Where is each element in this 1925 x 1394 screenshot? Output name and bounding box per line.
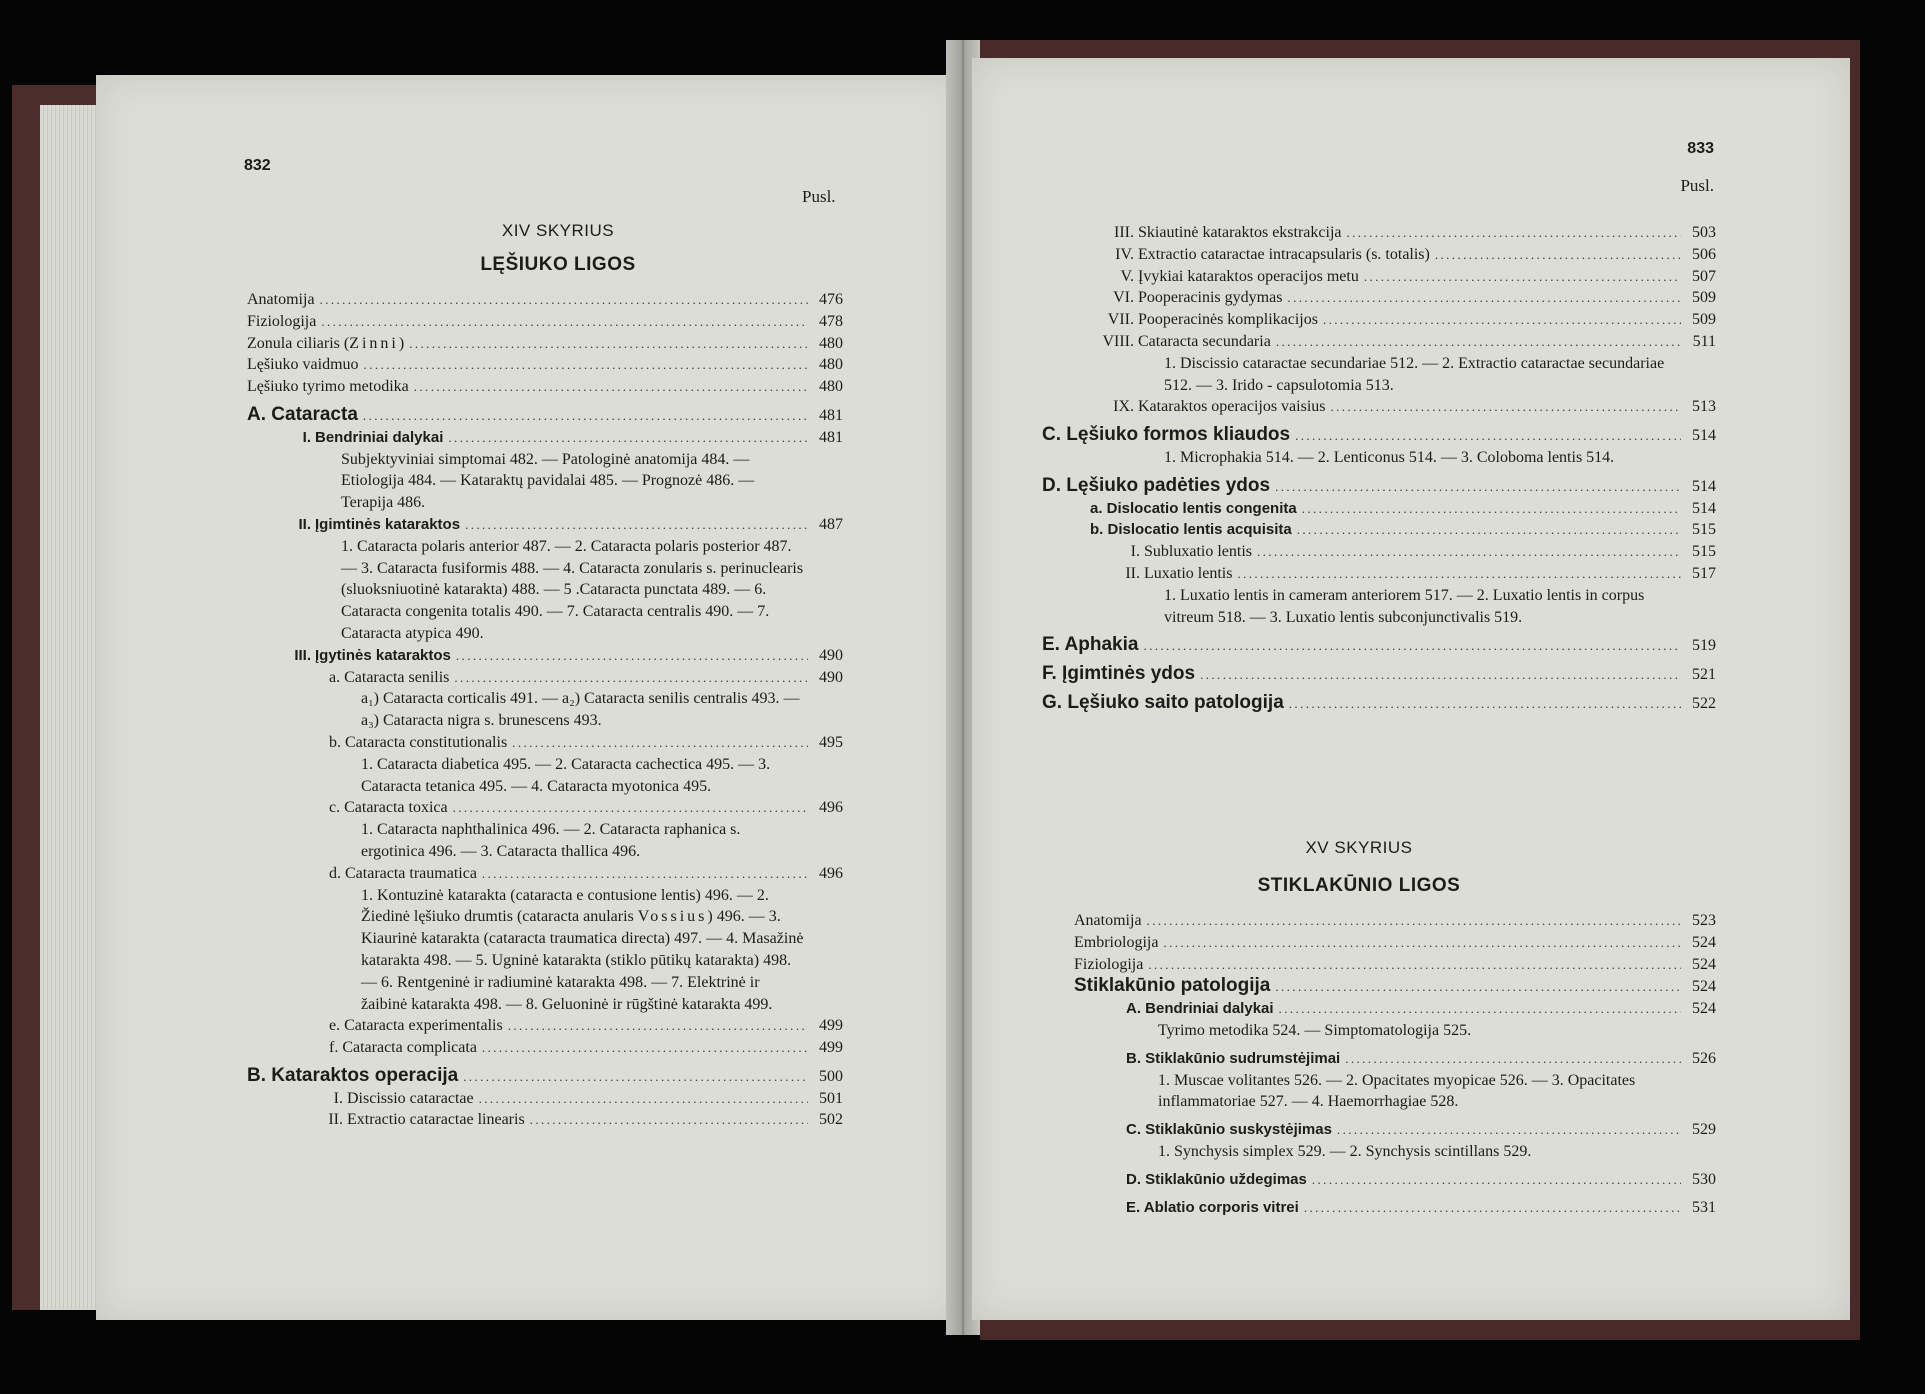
toc-entry[interactable]: f. Cataracta complicata ..... 499 [247,1037,843,1059]
toc-description: Subjektyviniai simptomai 482. — Patologinė anatomija 484. — Etiologija 484. — Kataraktų pavidalai 485. — Prognozė 486. — Terapija 486. [341,450,755,512]
toc-entry[interactable]: I. Subluxatio lentis ..... 515 [1072,541,1716,563]
toc-entry[interactable]: V. Įvykiai kataraktos operacijos metu ..... 507 [1072,266,1716,288]
page-number: 832 [244,157,271,174]
toc-section[interactable]: B. Kataraktos operacija ..... 500 [247,1065,843,1088]
toc-description: 1. Cataracta polaris anterior 487. — 2. Cataracta polaris posterior 487. — 3. Cataracta fusiformis 488. — 4. Cataracta zonularis s. perinuclearis (sluoksniuotinė katarakta) 488. — 5 .Cataracta punctata 489. — 6. Cataracta congenita totalis 490. — 7. Cataracta centralis 490. — 7. Cataracta atypica 490. [341,537,804,642]
toc-section[interactable]: Stiklakūnio patologija ..... 524 [1074,975,1716,998]
toc-entry[interactable]: d. Cataracta traumatica ..... 496 [247,863,843,885]
toc-entry[interactable]: A. Bendriniai dalykai ..... 524 [1074,998,1716,1020]
toc-section[interactable]: C. Lęšiuko formos kliaudos ..... 514 [1042,424,1716,447]
toc-entry[interactable]: Fiziologija ..... 478 [247,311,843,333]
toc-description: 1. Cataracta diabetica 495. — 2. Cataracta cachectica 495. — 3. Cataracta tetanica 495. — 4. Cataracta myotonica 495. [361,755,771,795]
chapter-title: STIKLAKŪNIO LIGOS [1257,875,1461,896]
toc-entry[interactable]: Fiziologija ..... 524 [1074,954,1716,976]
toc-left [247,289,843,1131]
toc-description: 1. Discissio cataractae secundariae 512. — 2. Extractio cataractae secundariae 512. — 3. Irido - capsulotomia 513. [1164,354,1665,394]
toc-entry[interactable]: a. Cataracta senilis ..... 490 [247,667,843,689]
page-column-heading: Pusl. [802,187,836,206]
toc-entry[interactable]: B. Stiklakūnio sudrumstėjimai ..... 526 [1074,1048,1716,1070]
toc-entry[interactable]: Lęšiuko vaidmuo ..... 480 [247,354,843,376]
toc-description: 1. Luxatio lentis in cameram anteriorem 517. — 2. Luxatio lentis in corpus vitreum 518. — 3. Luxatio lentis subconjunctivalis 519. [1164,586,1645,626]
toc-entry[interactable]: Anatomija ..... 523 [1074,910,1716,932]
page-number: 833 [1687,140,1714,157]
toc-entry[interactable]: VIII. Cataracta secundaria ..... 511 [1072,331,1716,353]
toc-right [1042,222,1716,715]
toc-entry[interactable]: VII. Pooperacinės komplikacijos ..... 509 [1072,309,1716,331]
toc-entry[interactable]: II. Luxatio lentis ..... 517 [1072,563,1716,585]
toc-description: 1. Muscae volitantes 526. — 2. Opacitates myopicae 526. — 3. Opacitates inflammatoriae 527. — 4. Haemorrhagiae 528. [1158,1071,1636,1111]
toc-entry[interactable]: Zonula ciliaris (Zinni) ..... 480 [247,333,843,355]
toc-section[interactable]: G. Lęšiuko saito patologija ..... 522 [1042,692,1716,715]
toc-description: 1. Microphakia 514. — 2. Lenticonus 514. — 3. Coloboma lentis 514. [1164,448,1615,466]
toc-description: 1. Kontuzinė katarakta (cataracta e contusione lentis) 496. — 2. Žiedinė lęšiuko drumtis (cataracta anularis Vossius) 496. — 3. Kiaurinė katarakta (cataracta traumatica directa) 497. — 4. Masažinė katarakta 498. — 5. Ugninė katarakta (stiklo pūtikų katarakta) 498. — 6. Rentgeninė ir radiuminė katarakta 498. — 7. Elektrinė ir žaibinė katarakta 498. — 8. Geluoninė ir rūgštinė katarakta 499. [361,886,804,1013]
toc-entry[interactable]: D. Stiklakūnio uždegimas ..... 530 [1074,1169,1716,1191]
toc-entry[interactable]: E. Ablatio corporis vitrei ..... 531 [1074,1197,1716,1219]
toc-section[interactable]: D. Lęšiuko padėties ydos ..... 514 [1042,475,1716,498]
toc-section[interactable]: E. Aphakia ..... 519 [1042,634,1716,657]
page-column-heading: Pusl. [1680,176,1714,195]
toc-entry[interactable]: I. Bendriniai dalykai ..... 481 [247,427,843,449]
toc-entry[interactable]: II. Įgimtinės kataraktos ..... 487 [247,514,843,536]
toc-section[interactable]: A. Cataracta ..... 481 [247,404,843,427]
toc-entry[interactable]: IX. Kataraktos operacijos vaisius ..... 513 [1072,396,1716,418]
chapter-label: XV SKYRIUS [1305,838,1413,857]
toc-description: 1. Synchysis simplex 529. — 2. Synchysis scintillans 529. [1158,1142,1532,1160]
toc-entry[interactable]: b. Dislocatio lentis acquisita ..... 515 [1072,519,1716,541]
toc-entry[interactable]: Anatomija ..... 476 [247,289,843,311]
right-page [972,58,1850,1320]
toc-entry[interactable]: e. Cataracta experimentalis ..... 499 [247,1015,843,1037]
toc-entry[interactable]: III. Įgytinės kataraktos ..... 490 [247,645,843,667]
toc-entry[interactable]: Embriologija ..... 524 [1074,932,1716,954]
toc-description: a₁) Cataracta corticalis 491. — a₂) Cataracta senilis centralis 493. — a₃) Cataracta nigra s. brunescens 493. [361,690,800,730]
chapter-label: XIV SKYRIUS [501,221,615,240]
chapter-title: LĘŠIUKO LIGOS [480,254,636,275]
toc-entry[interactable]: Lęšiuko tyrimo metodika ..... 480 [247,376,843,398]
toc-right-chapter [1074,910,1716,1218]
left-page [96,75,962,1320]
toc-description: 1. Cataracta naphthalinica 496. — 2. Cataracta raphanica s. ergotinica 496. — 3. Cataracta thallica 496. [361,821,741,860]
toc-entry[interactable]: b. Cataracta constitutionalis ..... 495 [247,732,843,754]
toc-entry[interactable]: a. Dislocatio lentis congenita ..... 514 [1072,498,1716,520]
toc-entry[interactable]: c. Cataracta toxica ..... 496 [247,797,843,819]
toc-entry[interactable]: III. Skiautinė kataraktos ekstrakcija ..... 503 [1072,222,1716,244]
toc-entry[interactable]: I. Discissio cataractae ..... 501 [247,1088,843,1110]
toc-section[interactable]: F. Įgimtinės ydos ..... 521 [1042,663,1716,686]
toc-entry[interactable]: C. Stiklakūnio suskystėjimas ..... 529 [1074,1119,1716,1141]
toc-entry[interactable]: VI. Pooperacinis gydymas ..... 509 [1072,287,1716,309]
toc-entry[interactable]: II. Extractio cataractae linearis ..... 502 [247,1109,843,1131]
toc-entry[interactable]: IV. Extractio cataractae intracapsularis (s. totalis) ..... 506 [1072,244,1716,266]
toc-description: Tyrimo metodika 524. — Simptomatologija 525. [1158,1021,1472,1039]
